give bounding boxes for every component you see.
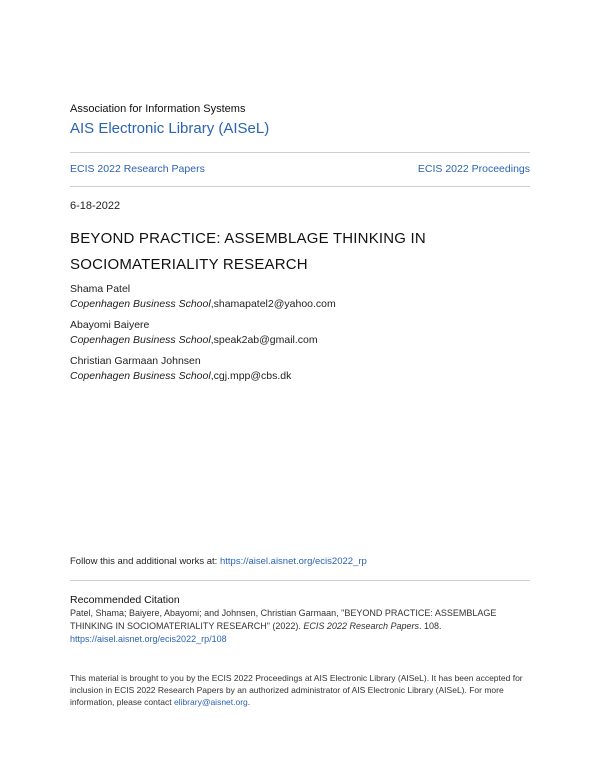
author-entry bbox=[70, 318, 530, 348]
citation-body: Patel, Shama; Baiyere, Abayomi; and Johnsen, Christian Garmaan, "BEYOND PRACTICE: ASSEMBLAGE THINKING IN SOCIOMATERIALITY RESEARCH" (2022). bbox=[70, 608, 497, 631]
paper-title bbox=[70, 226, 530, 278]
contact-email-link[interactable]: elibrary@aisnet.org bbox=[173, 697, 248, 707]
divider bbox=[70, 152, 530, 153]
citation-journal: ECIS 2022 Research Papers bbox=[303, 621, 419, 631]
notice-body: This material is brought to you by the ECIS 2022 Proceedings at AIS Electronic Library (AISeL). It has been accepted for inclusion in ECIS 2022 Research Papers by an authorized administrator of AIS Electronic Library (AISeL). For more information, please contact bbox=[70, 673, 523, 707]
author-email: ,speak2ab@gmail.com bbox=[210, 334, 318, 346]
notice-text bbox=[70, 672, 530, 708]
citation-heading: Recommended Citation bbox=[70, 594, 180, 606]
library-name-link[interactable]: AIS Electronic Library (AISeL) bbox=[70, 120, 270, 137]
author-name: Shama Patel bbox=[70, 283, 131, 295]
follow-line bbox=[70, 556, 530, 567]
citation-link[interactable]: https://aisel.aisnet.org/ecis2022_rp/108 bbox=[70, 634, 227, 644]
divider bbox=[70, 580, 530, 581]
proceedings-link[interactable]: ECIS 2022 Proceedings bbox=[417, 163, 530, 175]
author-entry bbox=[70, 354, 530, 384]
author-affiliation: Copenhagen Business School bbox=[70, 298, 211, 310]
author-entry bbox=[70, 282, 530, 312]
follow-text: Follow this and additional works at: bbox=[70, 556, 220, 567]
organization-name: Association for Information Systems bbox=[70, 103, 246, 115]
publication-date: 6-18-2022 bbox=[70, 200, 121, 212]
author-email: ,cgj.mpp@cbs.dk bbox=[210, 370, 292, 382]
notice-end: . bbox=[247, 697, 251, 707]
author-email: ,shamapatel2@yahoo.com bbox=[210, 298, 336, 310]
paper-title-line: SOCIOMATERIALITY RESEARCH bbox=[70, 256, 308, 273]
paper-title-line: BEYOND PRACTICE: ASSEMBLAGE THINKING IN bbox=[70, 230, 426, 247]
divider bbox=[70, 186, 530, 187]
citation-number: . 108. bbox=[419, 621, 442, 631]
breadcrumb bbox=[70, 163, 530, 175]
author-name: Abayomi Baiyere bbox=[70, 319, 150, 331]
research-papers-link[interactable]: ECIS 2022 Research Papers bbox=[70, 163, 205, 175]
author-affiliation: Copenhagen Business School bbox=[70, 370, 211, 382]
author-affiliation: Copenhagen Business School bbox=[70, 334, 211, 346]
author-name: Christian Garmaan Johnsen bbox=[70, 355, 201, 367]
citation-text bbox=[70, 607, 530, 646]
follow-link[interactable]: https://aisel.aisnet.org/ecis2022_rp bbox=[219, 556, 367, 567]
